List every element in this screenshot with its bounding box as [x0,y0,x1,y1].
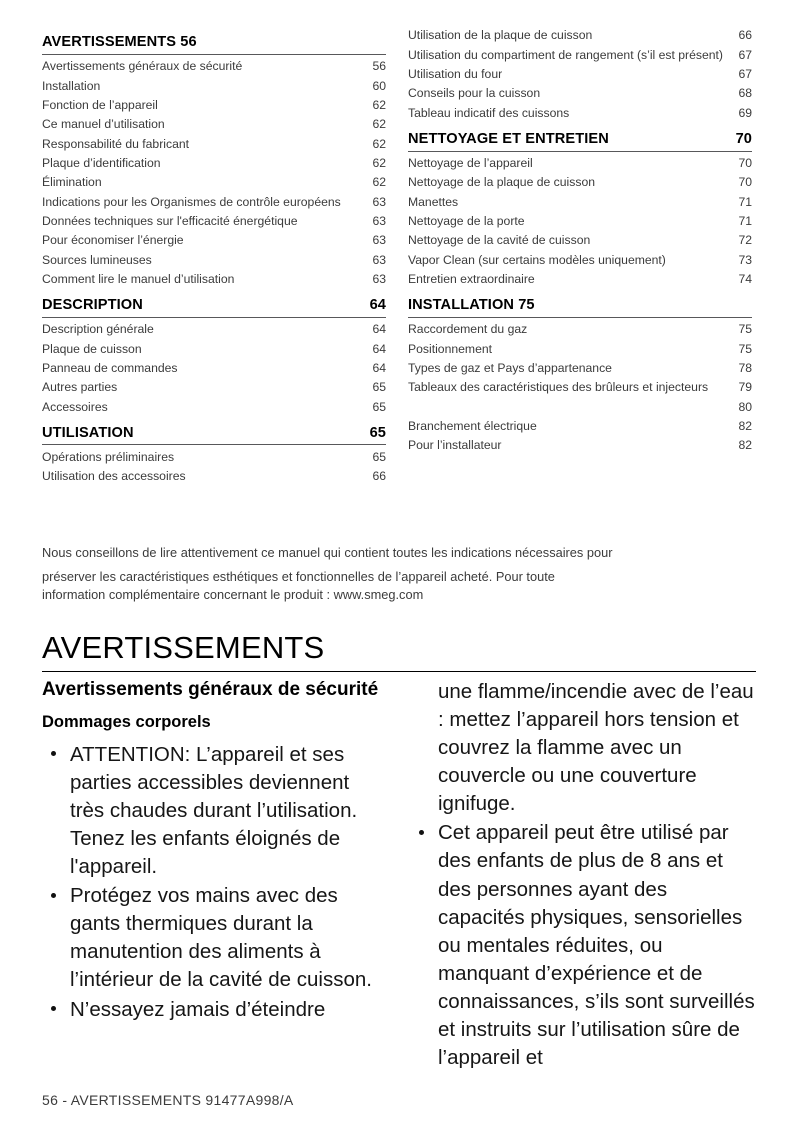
toc-section-header[interactable] [408,130,752,152]
toc-section-label: NETTOYAGE ET ENTRETIEN [408,130,609,147]
toc-entry-label: Conseils pour la cuisson [408,86,541,101]
bullet-dot-icon [51,893,56,898]
toc-entry-label: Responsabilité du fabricant [42,136,190,151]
toc-entry-page: 82 [738,438,752,453]
toc-entry-label: Avertissements généraux de sécurité [42,59,243,74]
toc-entry-label: Comment lire le manuel d’utilisation [42,271,235,286]
toc-entry-page: 62 [372,98,386,113]
toc-entry-page: 62 [372,156,386,170]
intro-line-3: information complémentaire concernant le produit : www.smeg.com [42,587,424,603]
toc-entry[interactable] [408,436,752,455]
toc-entry[interactable] [42,447,386,466]
toc-entry-label: Raccordement du gaz [408,322,528,337]
toc-entry-page: 78 [738,360,752,375]
toc-column-left [42,26,386,486]
toc-entry[interactable] [408,250,752,269]
toc-entry-page: 79 [738,380,752,395]
toc-entry-page: 63 [372,194,386,209]
toc-section-label: AVERTISSEMENTS 56 [42,34,197,50]
toc-entry-page: 82 [738,418,752,433]
continued-paragraph: une flamme/incendie avec de l’eau : mettez l’appareil hors tension et couvrez la flamme avec un couvercle ou une couverture ignifuge. [438,680,754,816]
toc-section-page: 65 [369,424,386,441]
page-footer: 56 - AVERTISSEMENTS 91477A998/A [42,1092,294,1108]
safety-bullet-text: ATTENTION: L’appareil et ses parties accessibles deviennent très chaudes durant l’utilisation. Tenez les enfants éloignés de l'appareil. [70,742,358,879]
toc-entry[interactable] [42,173,386,192]
toc-entry-page: 72 [738,233,752,248]
toc-entry[interactable] [42,154,386,173]
toc-entry-page: 73 [738,252,752,267]
toc-entry[interactable] [408,339,752,358]
toc-entry[interactable] [42,467,386,486]
bullet-dot-icon [51,751,56,756]
toc-entry-label: Élimination [42,175,102,190]
subsection-heading-bodily-harm: Dommages corporels [42,713,211,732]
toc-section-page: 70 [735,130,752,147]
toc-entry-label: Panneau de commandes [42,360,178,375]
toc-entry-page: 56 [372,59,386,74]
toc-entry-page: 65 [372,399,386,414]
toc-section-page: 64 [369,296,386,313]
toc-entry[interactable] [408,26,752,45]
toc-entry[interactable] [408,103,752,122]
toc-entry-label [408,398,732,417]
toc-entry[interactable] [42,115,386,134]
toc-entry-page: 74 [738,271,752,286]
safety-bullet-text: Cet appareil peut être utilisé par des enfants de plus de 8 ans et des personnes ayant des capacités physiques, sensorielles ou mentales réduites, ou manquant d’expérience et de connaissances, s’ils sont surveillés et instruits sur l’utilisation sûre de l’appareil et [438,821,755,1070]
bullet-dot-icon [419,830,424,835]
toc-section-header[interactable] [42,424,386,446]
toc-entry-page: 63 [372,213,386,228]
toc-entry[interactable] [42,270,386,289]
toc-entry[interactable] [42,378,386,397]
toc-entry-label: Utilisation du compartiment de rangement (s’il est présent) [408,47,723,62]
toc-entry[interactable] [42,320,386,339]
toc-entry-label: Utilisation de la plaque de cuisson [408,28,593,43]
safety-bullet-item [410,819,756,1072]
bullet-dot-icon [51,1006,56,1011]
toc-entry-label: Nettoyage de la plaque de cuisson [408,175,596,190]
toc-entry-label: Tableaux des caractéristiques des brûleurs et injecteurs [408,380,709,395]
toc-entry-page: 62 [372,175,386,190]
toc-entry[interactable] [408,65,752,84]
toc-entry-label: Indications pour les Organismes de contrôle européens [42,194,341,209]
toc-entry-label: Pour l’installateur [408,438,502,453]
toc-entry-label: Entretien extraordinaire [408,271,535,286]
toc-entry-label: Branchement électrique [408,418,537,433]
toc-entry-page: 64 [372,360,386,375]
body-columns [42,678,756,1073]
toc-entry[interactable] [42,96,386,115]
toc-entry-page: 75 [738,322,752,337]
toc-entry-page: 63 [372,233,386,248]
toc-entry[interactable] [408,84,752,103]
toc-entry-label: Vapor Clean (sur certains modèles uniquement) [408,252,666,267]
toc-entry[interactable] [42,134,386,153]
chapter-title: AVERTISSEMENTS [42,630,756,672]
toc-entry[interactable] [42,397,386,416]
toc-entry-label: Nettoyage de l’appareil [408,156,533,170]
toc-entry-label: Plaque de cuisson [42,341,142,356]
toc-entry-page: 75 [738,341,752,356]
toc-entry-page: 64 [372,341,386,356]
toc-entry-page: 66 [738,28,752,43]
toc-entry[interactable] [42,57,386,76]
intro-line-1: Nous conseillons de lire attentivement ce manuel qui contient toutes les indications nécessaires pour [42,545,613,560]
toc-section-label: UTILISATION [42,424,134,441]
safety-bullet-item [42,996,388,1024]
toc-section-header[interactable] [42,33,386,55]
toc-entry-page: 70 [738,175,752,190]
toc-entry-page: 62 [372,117,386,132]
toc-entry-page: 70 [738,156,752,170]
toc-entry[interactable] [42,359,386,378]
toc-entry-label: Pour économiser l’énergie [42,233,184,248]
toc-entry[interactable] [408,359,752,378]
toc-entry-label: Données techniques sur l'efficacité énergétique [42,213,298,228]
toc-entry[interactable] [42,250,386,269]
toc-entry[interactable] [408,154,752,173]
toc-entry-page: 80 [738,399,752,414]
toc-entry-label: Installation [42,78,101,93]
toc-entry-page: 63 [372,252,386,267]
chapter-header [42,630,756,672]
toc-entry-label: Tableau indicatif des cuissons [408,105,570,120]
safety-bullet-list-left [42,741,388,1024]
toc-section-header[interactable] [42,296,386,318]
toc-column-right [408,26,752,486]
table-of-contents [42,26,752,486]
toc-entry-label: Types de gaz et Pays d’appartenance [408,360,612,375]
toc-entry[interactable] [408,397,752,416]
toc-entry-page: 65 [372,449,386,464]
section-heading-general-safety: Avertissements généraux de sécurité [42,679,379,700]
toc-entry-page: 68 [738,86,752,101]
toc-entry-label: Ce manuel d’utilisation [42,117,165,132]
toc-entry[interactable] [42,231,386,250]
toc-section-label: INSTALLATION 75 [408,296,535,313]
safety-bullet-text: Protégez vos mains avec des gants thermiques durant la manutention des aliments à l’intérieur de la cavité de cuisson. [70,884,372,992]
safety-bullet-text: N’essayez jamais d’éteindre [70,997,326,1021]
body-column-right [410,678,756,1073]
toc-entry[interactable] [408,417,752,436]
toc-entry[interactable] [42,76,386,95]
intro-line-2: préserver les caractéristiques esthétiques et fonctionnelles de l’appareil acheté. Pour toute [42,568,555,584]
safety-bullet-item [42,741,388,881]
toc-entry-label: Utilisation du four [408,67,503,82]
toc-entry[interactable] [408,270,752,289]
toc-entry-page: 65 [372,380,386,395]
toc-entry-label: Sources lumineuses [42,252,152,267]
body-column-left [42,678,388,1073]
toc-entry[interactable] [42,212,386,231]
safety-bullet-list-right [410,819,756,1072]
toc-entry[interactable] [408,45,752,64]
toc-entry-label: Fonction de l’appareil [42,98,158,113]
toc-section-header[interactable] [408,296,752,318]
toc-entry[interactable] [408,231,752,250]
toc-entry[interactable] [408,378,752,397]
toc-entry[interactable] [408,320,752,339]
safety-bullet-item [42,882,388,994]
toc-entry-label: Nettoyage de la porte [408,213,525,228]
toc-entry[interactable] [42,192,386,211]
toc-entry-label: Accessoires [42,399,108,414]
toc-entry-page: 63 [372,271,386,286]
toc-entry-page: 71 [738,213,752,228]
toc-entry[interactable] [42,339,386,358]
toc-entry[interactable] [408,173,752,192]
toc-section-label: DESCRIPTION [42,296,143,313]
toc-entry-page: 67 [738,47,752,62]
toc-entry-page: 69 [738,105,752,120]
toc-entry-page: 66 [372,469,386,484]
toc-entry-page: 64 [372,322,386,337]
toc-entry-page: 67 [738,67,752,82]
intro-paragraph [42,543,756,605]
toc-entry-page: 60 [372,78,386,93]
toc-entry-label: Manettes [408,194,459,209]
toc-entry-label: Opérations préliminaires [42,449,175,464]
toc-entry-label: Autres parties [42,380,118,395]
toc-entry-label: Description générale [42,322,154,337]
toc-entry-label: Nettoyage de la cavité de cuisson [408,233,591,248]
toc-entry-page: 71 [738,194,752,209]
toc-entry-page: 62 [372,136,386,151]
toc-entry-label: Positionnement [408,341,493,356]
toc-entry[interactable] [408,212,752,231]
toc-entry[interactable] [408,192,752,211]
toc-entry-label: Plaque d’identification [42,156,161,170]
toc-entry-label: Utilisation des accessoires [42,469,186,484]
